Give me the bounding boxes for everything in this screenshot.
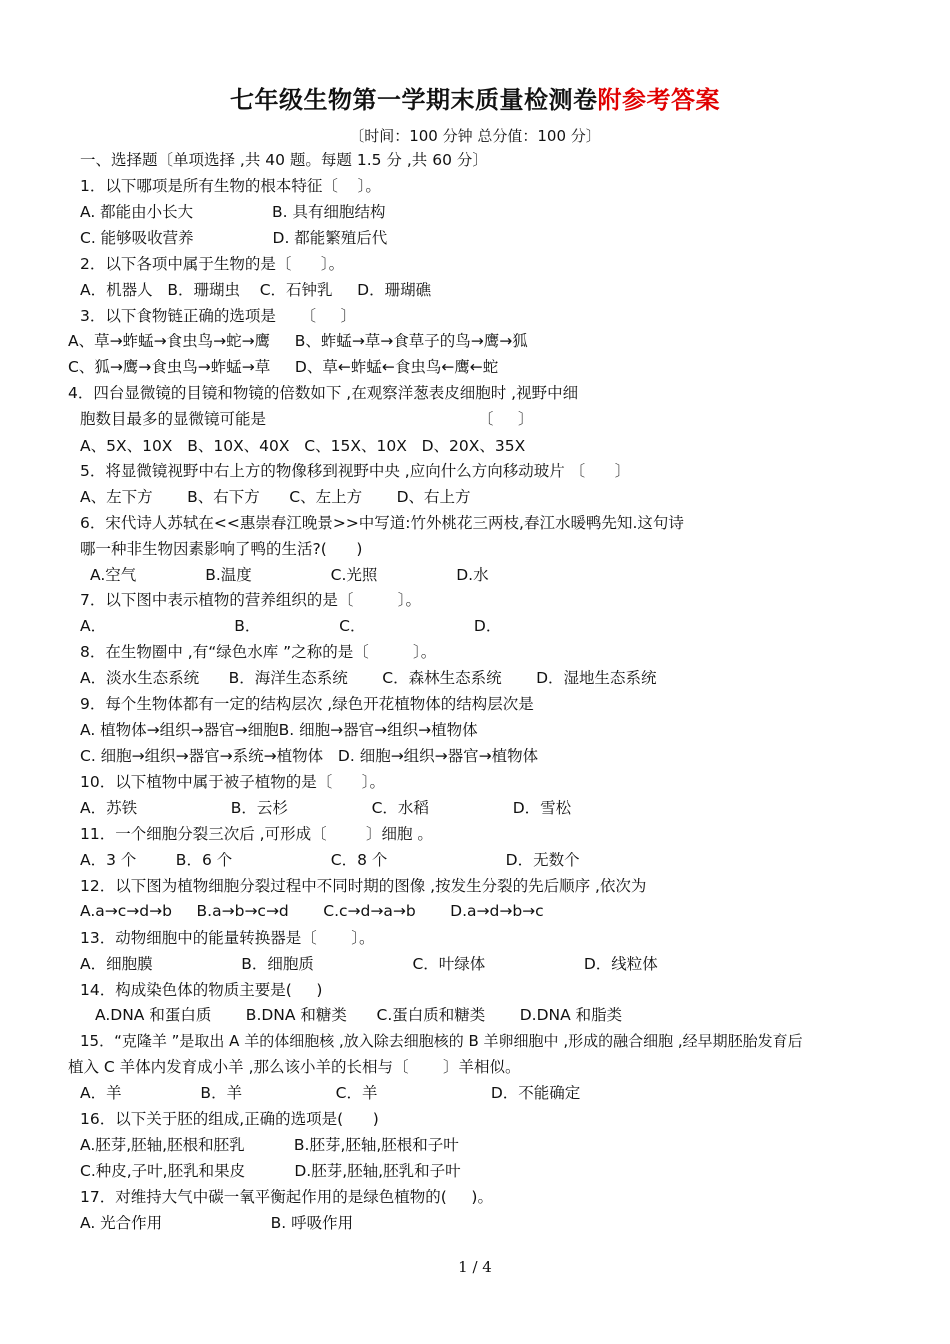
question-text: 10．以下植物中属于被子植物的是〔 〕。	[80, 773, 386, 791]
answer-options: C. 能够吸收营养 D. 都能繁殖后代	[80, 229, 388, 247]
title-main: 七年级生物第一学期末质量检测卷	[230, 86, 598, 114]
answer-options: A、草→蚱蜢→食虫鸟→蛇→鹰 B、蚱蜢→草→食草子的鸟→鹰→狐	[68, 332, 528, 350]
section-heading: 一、选择题〔单项选择 ,共 40 题。每题 1.5 分 ,共 60 分〕	[80, 151, 488, 169]
answer-options: A.DNA 和蛋白质 B.DNA 和糖类 C.蛋白质和糖类 D.DNA 和脂类	[95, 1006, 623, 1024]
answer-options: A. 都能由小长大 B. 具有细胞结构	[80, 203, 386, 221]
answer-options: A．3 个 B．6 个 C．8 个 D．无数个	[80, 851, 580, 869]
question-text: 17．对维持大气中碳一氧平衡起作用的是绿色植物的( )。	[80, 1188, 493, 1206]
question-text: 6．宋代诗人苏轼在<<惠崇春江晚景>>中写道:竹外桃花三两枝,春江水暖鸭先知.这句诗	[80, 514, 684, 532]
answer-options: A．淡水生态系统 B．海洋生态系统 C．森林生态系统 D．湿地生态系统	[80, 669, 657, 687]
answer-options: A. 植物体→组织→器官→细胞B. 细胞→器官→组织→植物体	[80, 721, 478, 739]
answer-options: A．羊 B．羊 C．羊 D．不能确定	[80, 1084, 581, 1102]
answer-options: A．苏铁 B．云杉 C．水稻 D．雪松	[80, 799, 572, 817]
answer-options: C.种皮,子叶,胚乳和果皮 D.胚芽,胚轴,胚乳和子叶	[80, 1162, 461, 1180]
page-title	[0, 80, 950, 115]
title-answer-note: 附参考答案	[597, 86, 720, 114]
question-text: 11．一个细胞分裂三次后 ,可形成〔 〕细胞 。	[80, 825, 433, 843]
answer-options: A、5X、10X B、10X、40X C、15X、10X D、20X、35X	[80, 437, 526, 455]
question-text: 1．以下哪项是所有生物的根本特征〔 〕。	[80, 177, 381, 195]
answer-options: A． B． C． D．	[80, 617, 502, 635]
answer-options: A.a→c→d→b B.a→b→c→d C.c→d→a→b D.a→d→b→c	[80, 902, 544, 920]
answer-options: A.空气 B.温度 C.光照 D.水	[90, 566, 489, 584]
answer-options: A. 光合作用 B. 呼吸作用	[80, 1214, 354, 1232]
question-text: 13．动物细胞中的能量转换器是〔 〕。	[80, 929, 375, 947]
exam-info: 〔时间：100 分钟 总分值：100 分〕	[349, 127, 601, 145]
answer-options: C. 细胞→组织→器官→系统→植物体 D. 细胞→组织→器官→植物体	[80, 747, 539, 765]
question-text: 5．将显微镜视野中右上方的物像移到视野中央 ,应向什么方向移动玻片 〔 〕	[80, 462, 631, 480]
answer-options: A．细胞膜 B．细胞质 C．叶绿体 D．线粒体	[80, 955, 658, 973]
question-text: 植入 C 羊体内发育成小羊 ,那么该小羊的长相与〔 〕羊相似。	[68, 1058, 521, 1076]
question-text: 16．以下关于胚的组成,正确的选项是( )	[80, 1110, 379, 1128]
question-text: 15．“克隆羊 ”是取出 A 羊的体细胞核 ,放入除去细胞核的 B 羊卵细胞中 ,形成的融合细胞 ,经早期胚胎发育后	[80, 1032, 803, 1050]
question-text: 14．构成染色体的物质主要是( )	[80, 981, 323, 999]
question-text: 3．以下食物链正确的选项是 〔 〕	[80, 307, 357, 325]
question-text: 2．以下各项中属于生物的是〔 〕。	[80, 255, 345, 273]
question-text: 4．四台显微镜的目镜和物镜的倍数如下 ,在观察洋葱表皮细胞时 ,视野中细	[68, 384, 579, 402]
question-text: 哪一种非生物因素影响了鸭的生活?( )	[80, 540, 363, 558]
question-text: 胞数目最多的显微镜可能是 〔 〕	[80, 410, 534, 428]
question-text: 7．以下图中表示植物的营养组织的是〔 〕。	[80, 591, 421, 609]
question-text: 8．在生物圈中 ,有“绿色水库 ”之称的是〔 〕。	[80, 643, 437, 661]
answer-options: A、左下方 B、右下方 C、左上方 D、右上方	[80, 488, 471, 506]
question-text: 9．每个生物体都有一定的结构层次 ,绿色开花植物体的结构层次是	[80, 695, 534, 713]
answer-options: A．机器人 B．珊瑚虫 C．石钟乳 D．珊瑚礁	[80, 281, 432, 299]
answer-options: A.胚芽,胚轴,胚根和胚乳 B.胚芽,胚轴,胚根和子叶	[80, 1136, 459, 1154]
page-number: 1 / 4	[458, 1258, 492, 1276]
answer-options: C、狐→鹰→食虫鸟→蚱蜢→草 D、草←蚱蜢←食虫鸟←鹰←蛇	[68, 358, 499, 376]
question-text: 12．以下图为植物细胞分裂过程中不同时期的图像 ,按发生分裂的先后顺序 ,依次为	[80, 877, 647, 895]
